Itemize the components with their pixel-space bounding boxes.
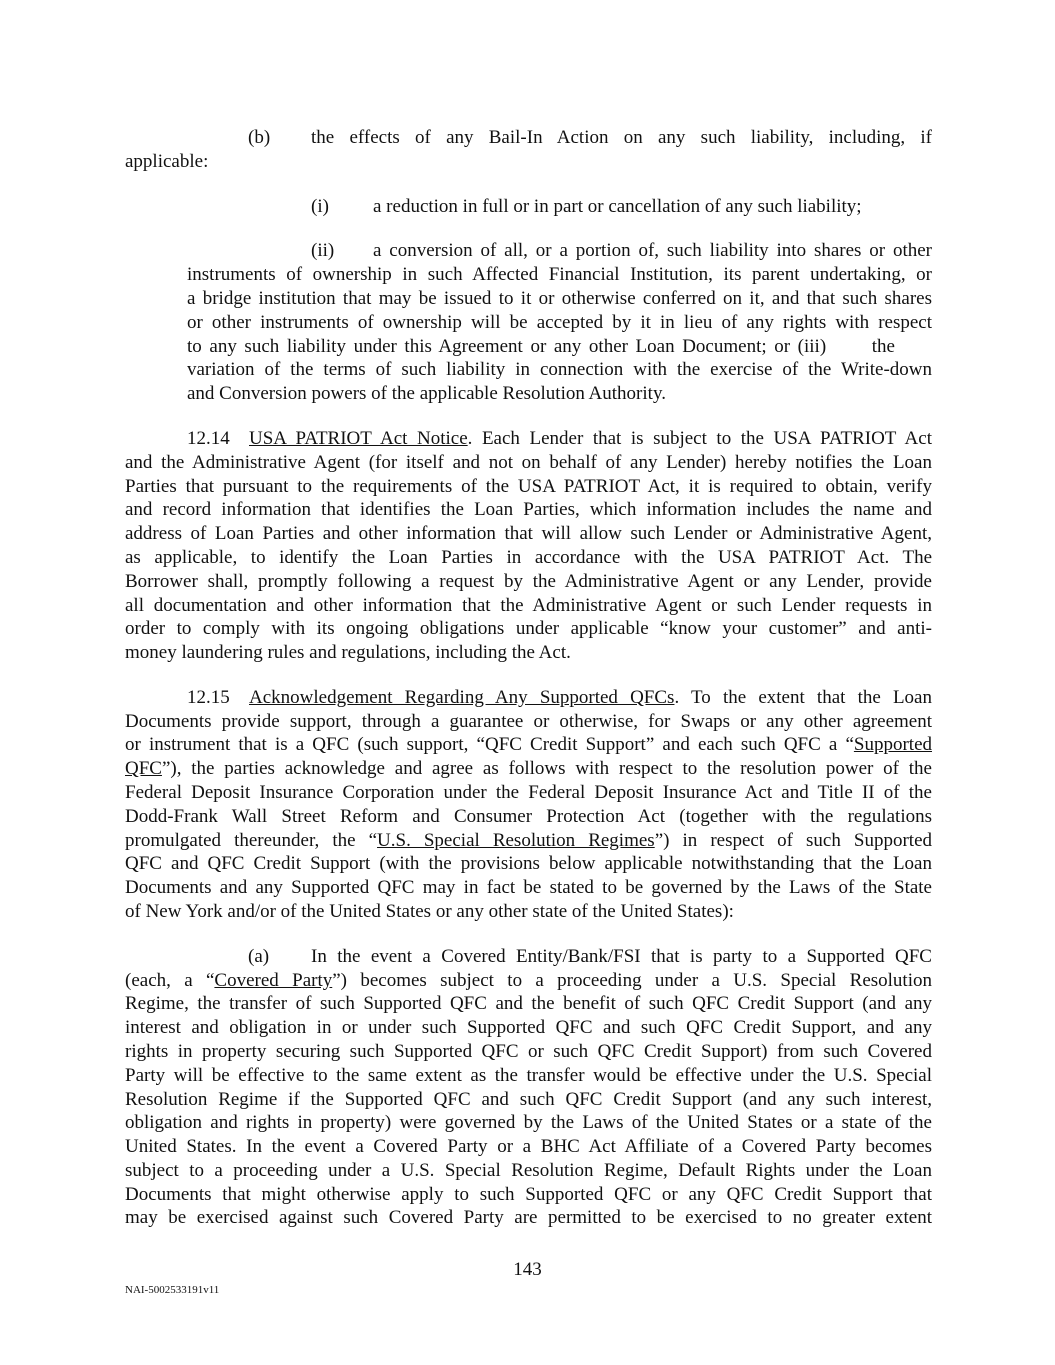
- clause-b-i-marker: (i): [311, 196, 329, 217]
- paragraph-line: and the Administrative Agent (for itself and not on behalf of any Lender) hereby notifies the Loan: [125, 452, 932, 473]
- section-first-line-text: . To the extent that the Loan: [674, 687, 932, 708]
- clause-b-ii-line: variation of the terms of such liability in connection with the exercise of the Write-down: [187, 359, 932, 380]
- paragraph-line: QFC and QFC Credit Support (with the provisions below applicable notwithstanding that the Loan: [125, 853, 932, 874]
- paragraph-line: Federal Deposit Insurance Corporation under the Federal Deposit Insurance Act and Title II of the: [125, 782, 932, 803]
- paragraph-line: Borrower shall, promptly following a request by the Administrative Agent or any Lender, provide: [125, 571, 932, 592]
- paragraph-line: Parties that pursuant to the requirements of the USA PATRIOT Act, it is required to obtain, verify: [125, 476, 932, 497]
- paragraph-line: money laundering rules and regulations, including the Act.: [125, 642, 571, 663]
- paragraph-line: rights in property securing such Supported QFC or such QFC Credit Support) from such Covered: [125, 1041, 932, 1062]
- clause-b-ii-line: a conversion of all, or a portion of, such liability into shares or other: [373, 240, 932, 261]
- paragraph-line: Documents provide support, through a guarantee or otherwise, for Swaps or any other agreement: [125, 711, 932, 732]
- paragraph-line: of New York and/or of the United States or any other state of the United States):: [125, 901, 734, 922]
- clause-a-marker: (a): [248, 946, 270, 967]
- defined-term: Covered Party: [214, 970, 333, 991]
- paragraph-text: ”) becomes subject to a proceeding under a U.S. Special Resolution: [332, 970, 932, 991]
- clause-b-text: the effects of any Bail-In Action on any such liability, including, if: [311, 127, 932, 148]
- page-number: 143: [513, 1259, 542, 1280]
- paragraph-line: may be exercised against such Covered Party are permitted to be exercised to no greater extent: [125, 1207, 932, 1228]
- paragraph-text: or instrument that is a QFC (such support, “QFC Credit Support” and each such QFC a “: [125, 734, 854, 755]
- paragraph-line: [125, 969, 932, 993]
- paragraph-line: [125, 733, 932, 757]
- section-heading: USA PATRIOT Act Notice: [249, 428, 468, 449]
- clause-b-ii-line: and Conversion powers of the applicable Resolution Authority.: [187, 383, 666, 404]
- section-heading: Acknowledgement Regarding Any Supported QFCs: [249, 687, 675, 708]
- paragraph-line: interest and obligation in or under such Supported QFC and such QFC Credit Support, and any: [125, 1017, 932, 1038]
- paragraph-line: subject to a proceeding under a U.S. Special Resolution Regime, Default Rights under the Loan: [125, 1160, 932, 1181]
- paragraph-line: address of Loan Parties and other information that will allow such Lender or Administrative Agent,: [125, 523, 932, 544]
- paragraph-text: ”) in respect of such Supported: [654, 830, 933, 851]
- paragraph-line: as applicable, to identify the Loan Parties in accordance with the USA PATRIOT Act. The: [125, 547, 932, 568]
- paragraph-line: order to comply with its ongoing obligations under applicable “know your customer” and anti-: [125, 618, 932, 639]
- paragraph-line: Party will be effective to the same extent as the transfer would be effective under the U.S. Special: [125, 1065, 932, 1086]
- defined-term: U.S. Special Resolution Regimes: [377, 830, 655, 851]
- clause-b-continuation: applicable:: [125, 151, 209, 172]
- paragraph-line: United States. In the event a Covered Party or a BHC Act Affiliate of a Covered Party becomes: [125, 1136, 932, 1157]
- paragraph-line: and record information that identifies the Loan Parties, which information includes the name and: [125, 499, 932, 520]
- paragraph-text: promulgated thereunder, the “: [125, 830, 378, 851]
- clause-b-ii-marker: (ii): [311, 240, 335, 261]
- clause-b-ii-line: or other instruments of ownership will be accepted by it in lieu of any rights with respect: [187, 312, 932, 333]
- paragraph-line: Documents and any Supported QFC may in fact be stated to be governed by the Laws of the State: [125, 877, 932, 898]
- document-id: NAI-5002533191v11: [125, 1284, 220, 1296]
- defined-term: QFC: [125, 758, 162, 779]
- clause-b-ii-line: to any such liability under this Agreement or any other Loan Document; or (iii) the: [187, 336, 895, 357]
- paragraph-line: Dodd-Frank Wall Street Reform and Consumer Protection Act (together with the regulations: [125, 806, 932, 827]
- paragraph-text: (each, a “: [125, 970, 215, 991]
- clause-b-ii-line: instruments of ownership in such Affected Financial Institution, its parent undertaking, or: [187, 264, 932, 285]
- section-first-line-text: . Each Lender that is subject to the USA PATRIOT Act: [467, 428, 932, 449]
- clause-b-marker: (b): [248, 127, 271, 148]
- paragraph-line: obligation and rights in property) were governed by the Laws of the United States or a state of the: [125, 1112, 932, 1133]
- paragraph-line: Resolution Regime if the Supported QFC and such QFC Credit Support (and any such interest,: [125, 1089, 932, 1110]
- clause-a-first-line: In the event a Covered Entity/Bank/FSI that is party to a Supported QFC: [311, 946, 932, 967]
- section-number: 12.15: [187, 687, 230, 708]
- clause-b-ii-line: a bridge institution that may be issued to it or otherwise conferred on it, and that such shares: [187, 288, 932, 309]
- defined-term: Supported: [853, 734, 932, 755]
- section-number: 12.14: [187, 428, 230, 449]
- clause-b-i-text: a reduction in full or in part or cancellation of any such liability;: [373, 196, 862, 217]
- paragraph-line: all documentation and other information that the Administrative Agent or such Lender requests in: [125, 595, 932, 616]
- section-first-line: [249, 427, 932, 451]
- paragraph-line: Documents that might otherwise apply to such Supported QFC or any QFC Credit Support that: [125, 1184, 932, 1205]
- paragraph-line: Regime, the transfer of such Supported QFC and the benefit of such QFC Credit Support (and any: [125, 993, 932, 1014]
- paragraph-line: [125, 757, 932, 781]
- section-first-line: [249, 686, 932, 710]
- paragraph-line: [125, 829, 932, 853]
- paragraph-text: ”), the parties acknowledge and agree as follows with respect to the resolution power of the: [161, 758, 932, 779]
